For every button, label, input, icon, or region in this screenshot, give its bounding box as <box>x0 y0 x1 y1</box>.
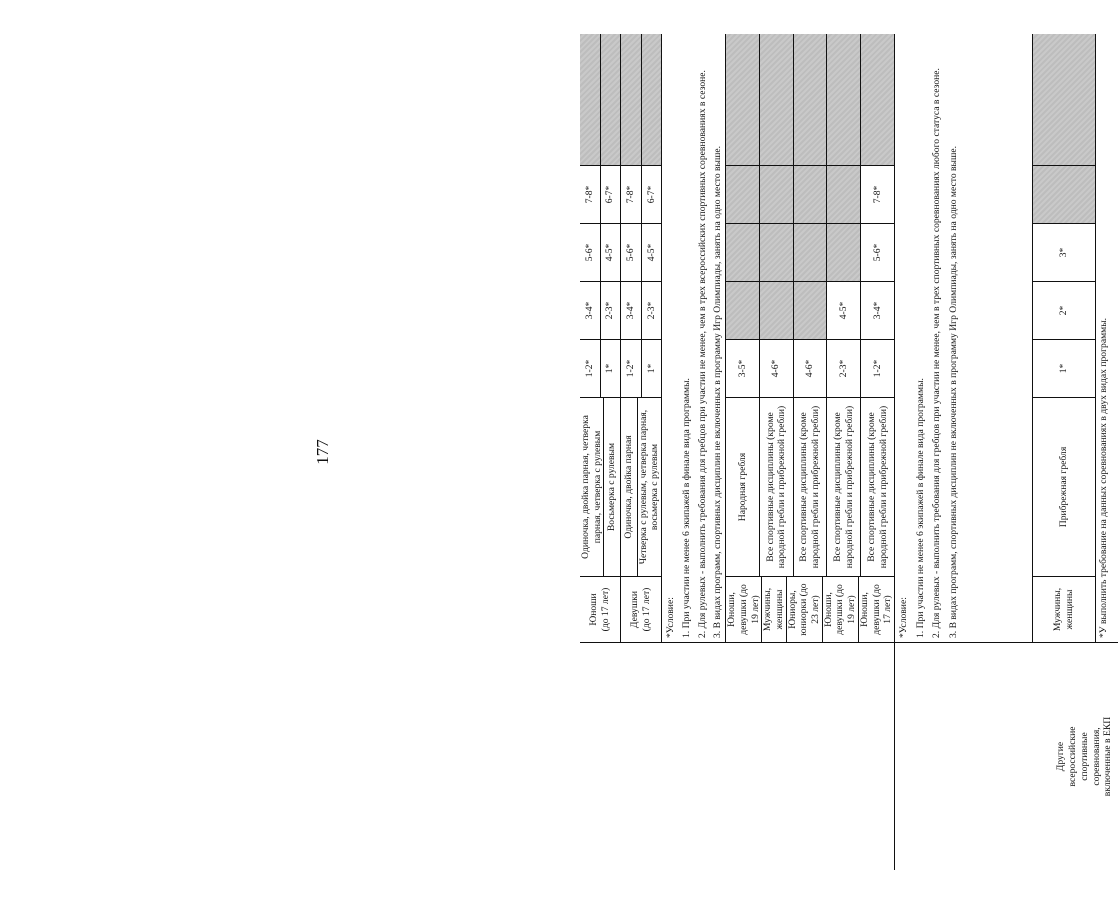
place-column-3: 5-6* 4-5* 5-6* 4-5* <box>580 223 661 281</box>
place-column-4: 7-8* 6-7* 7-8* 6-7* <box>580 165 661 223</box>
group-cell: Юноши, девушки (до 17 лет) <box>858 584 894 635</box>
group-cell: Мужчины, женщины <box>762 577 786 642</box>
section-other-competitions <box>894 34 1118 870</box>
notes-1: *Условие: 1. При участии не менее 6 экипажей в финале вида программы. 2. Для рулевых - выполнить требования для гребцов при участии не менее, чем в трех всероссийских спортивных соревнованиях в сезоне. 3. В видах программ, спортивных дисциплин не включенных в программу Игр Олимпиады, занять на одно место выше. <box>662 34 726 642</box>
place-column-5 <box>726 34 894 165</box>
competition-label-cell <box>580 642 894 870</box>
discipline-cell: Все спортивные дисциплины (кроме народной гребли и прибрежной гребли) <box>760 398 794 576</box>
place-column-1: 1-2* 1* 1-2* 1* <box>580 339 661 397</box>
other-competitions-label: Другие всероссийские спортивные соревнования, включенные в ЕКП <box>895 642 1118 870</box>
page-number: 177 <box>312 439 332 465</box>
discipline-cell: Народная гребля <box>726 398 760 576</box>
rotated-table <box>580 34 1117 870</box>
place-column-1: 3-5* 4-6* 4-6* 2-3* 1-2* <box>726 339 894 397</box>
footnote: *У выполнить требование на данных соревнованиях в двух видах программы. <box>1098 317 1109 638</box>
discipline-cell: Четверка с рулевым, четверка парная, восьмерка с рулевым <box>637 409 661 565</box>
table-all-disciplines <box>726 34 894 642</box>
discipline-cell: Все спортивные дисциплины (кроме народной гребли и прибрежной гребли) <box>827 398 861 576</box>
discipline-cell: Все спортивные дисциплины (кроме народной гребли и прибрежной гребли) <box>794 398 828 576</box>
section-main-competitions <box>580 34 894 870</box>
group-cell: Юноши, девушки (до 19 лет) <box>726 577 762 642</box>
table-coastal-rowing: Мужчины, женщины Прибрежная гребля 1* 2* 3* <box>1033 34 1096 642</box>
place-column-4: 7-8* <box>726 165 894 223</box>
discipline-cell: Одиночка, двойка парная, четверка парная, четверка с рулевым <box>580 398 604 576</box>
discipline-cell: Прибрежная гребля <box>1058 446 1070 528</box>
group-cell: Мужчины, женщины <box>1052 587 1075 632</box>
group-cell: Юноши (до 17 лет) <box>580 577 621 642</box>
group-cell: Юниоры, юниорки (до 23 лет) <box>787 577 823 642</box>
discipline-cell: Восьмерка с рулевым <box>604 398 621 576</box>
place-column-3: 5-6* <box>726 223 894 281</box>
place-column-2: 3-4* 2-3* 3-4* 2-3* <box>580 281 661 339</box>
group-cell: Девушки (до 17 лет) <box>629 587 653 632</box>
place-column-2: 4-5* 3-4* <box>726 281 894 339</box>
discipline-cell: Все спортивные дисциплины (кроме народной гребли и прибрежной гребли) <box>865 405 889 569</box>
discipline-cell: Одиночка, двойка парная <box>621 398 638 576</box>
group-cell: Юноши, девушки (до 19 лет) <box>823 577 859 642</box>
table-youth-17 <box>580 34 662 642</box>
notes-2: *Условие: 1. При участии не менее 6 экипажей в финале вида программы. 2. Для рулевых - выполнить требования для гребцов при участии не менее, чем в трех спортивных соревнованиях любого статуса в сезоне. 3. В видах программ, спортивных дисциплин не включенных в программу Игр Олимпиады, занять на одно место выше. <box>895 34 1033 642</box>
place-column-5 <box>580 34 661 165</box>
